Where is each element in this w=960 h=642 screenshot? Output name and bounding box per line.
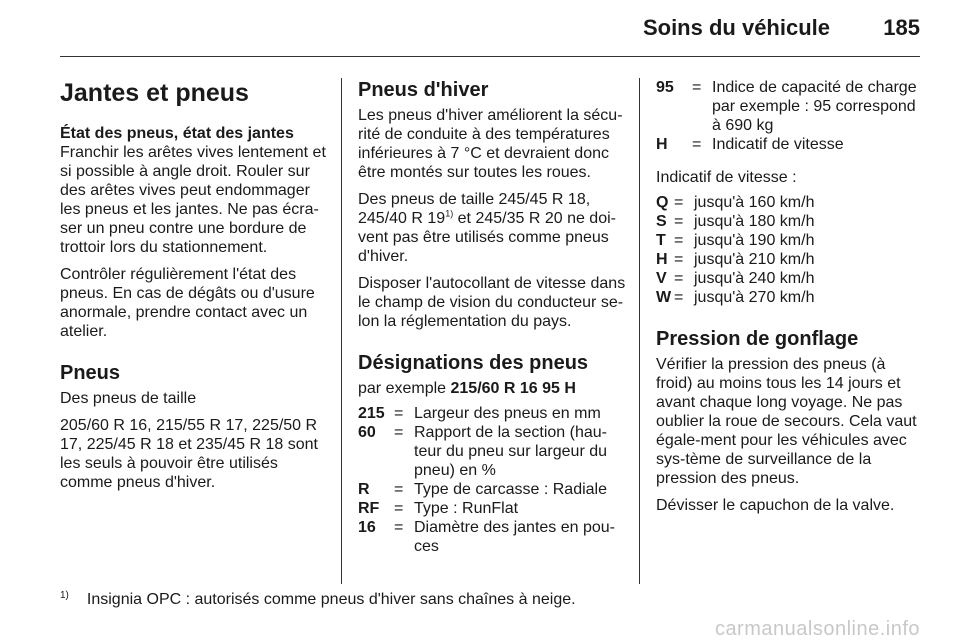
heading-winter-tyres: Pneus d'hiver — [358, 79, 489, 101]
list-item — [656, 231, 924, 250]
section-title: Soins du véhicule — [642, 15, 830, 40]
equals-sign: = — [394, 519, 404, 536]
term: V — [656, 270, 667, 287]
definition: Indicatif de vitesse — [712, 136, 844, 153]
footnote-ref: 1) — [445, 208, 454, 219]
equals-sign: = — [394, 481, 404, 498]
definition: Rapport de la section (hau-teur du pneu sur largeur du pneu) en % — [414, 424, 608, 479]
subheading-tyre-condition: État des pneus, état des jantes — [60, 125, 294, 142]
page-number: 185 — [883, 15, 920, 40]
definition: jusqu'à 190 km/h — [694, 232, 815, 249]
term: H — [656, 251, 668, 268]
paragraph: 205/60 R 16, 215/55 R 17, 225/50 R 17, 225/45 R 18 et 235/45 R 18 sont les seuls à pouvoir être utilisés comme pneus d'hiver. — [60, 417, 318, 491]
column-3 — [656, 78, 924, 523]
paragraph: Vérifier la pression des pneus (à froid) au moins tous les 14 jours et avant chaque long voyage. Ne pas oublier la roue de secours. Cela vaut égale-ment pour les véhicules avec sys-tème de surveillance de la pression des pneus. — [656, 356, 917, 487]
heading-tyres: Pneus — [60, 362, 121, 384]
definition: jusqu'à 240 km/h — [694, 270, 815, 287]
definition: jusqu'à 160 km/h — [694, 194, 815, 211]
paragraph: Des pneus de taille — [60, 390, 197, 407]
footnote-mark: 1) — [60, 590, 69, 601]
equals-sign: = — [674, 270, 684, 287]
header-divider — [60, 56, 920, 57]
text: et 245/35 R 20 ne doi-vent pas être utilisés comme pneus d'hiver. — [358, 210, 616, 265]
heading-tyre-designations: Désignations des pneus — [358, 352, 589, 374]
footnote-text: Insignia OPC : autorisés comme pneus d'hiver sans chaînes à neige. — [86, 591, 576, 608]
chapter-title: Jantes et pneus — [60, 79, 249, 107]
paragraph: Les pneus d'hiver améliorent la sécu-rité de conduite à des températures inférieures à 7 °C et devraient donc être montés sur toutes les roues. — [358, 107, 623, 181]
term: R — [358, 481, 370, 498]
column-divider — [639, 78, 640, 584]
list-item — [358, 499, 626, 518]
list-item — [656, 288, 924, 307]
equals-sign: = — [674, 251, 684, 268]
equals-sign: = — [394, 424, 404, 441]
term: H — [656, 136, 668, 153]
example-value: 215/60 R 16 95 H — [450, 380, 576, 397]
list-item — [656, 269, 924, 288]
term: RF — [358, 500, 380, 517]
term: Q — [656, 194, 669, 211]
example-prefix: par exemple — [358, 380, 451, 397]
equals-sign: = — [674, 232, 684, 249]
list-item — [358, 404, 626, 423]
definition: Indice de capacité de charge par exemple : 95 correspond à 690 kg — [712, 79, 917, 134]
definition: jusqu'à 210 km/h — [694, 251, 815, 268]
definition: Largeur des pneus en mm — [414, 405, 601, 422]
list-item — [358, 480, 626, 499]
text: Des pneus de taille 245/45 R 18, 245/40 R 19 — [358, 191, 591, 227]
definition: Diamètre des jantes en pou-ces — [414, 519, 615, 555]
paragraph: Franchir les arêtes vives lentement et si possible à angle droit. Rouler sur des arêtes vives peut endommager les pneus et les jantes. Ne pas écra-ser un pneu contre une bordure de trottoir lors du stationnement. — [60, 144, 326, 256]
speed-intro: Indicatif de vitesse : — [656, 169, 797, 186]
term: T — [656, 232, 666, 249]
watermark: carmanualsonline.info — [714, 618, 920, 640]
definition: jusqu'à 270 km/h — [694, 289, 815, 306]
footnote — [60, 590, 576, 611]
equals-sign: = — [692, 136, 702, 153]
heading-inflation-pressure: Pression de gonflage — [656, 328, 859, 350]
paragraph: Contrôler régulièrement l'état des pneus. En cas de dégâts ou d'usure anormale, prendre contact avec un atelier. — [60, 266, 315, 340]
list-item — [656, 135, 924, 154]
list-item — [656, 212, 924, 231]
equals-sign: = — [394, 500, 404, 517]
column-2 — [358, 78, 626, 564]
definition: Type de carcasse : Radiale — [414, 481, 607, 498]
designation-list — [358, 404, 626, 556]
list-item — [656, 250, 924, 269]
term: 95 — [656, 79, 674, 96]
equals-sign: = — [674, 194, 684, 211]
equals-sign: = — [692, 79, 702, 96]
term: 16 — [358, 519, 376, 536]
equals-sign: = — [674, 289, 684, 306]
list-item — [358, 423, 626, 480]
example-line — [358, 379, 626, 398]
list-item — [656, 78, 924, 135]
equals-sign: = — [674, 213, 684, 230]
speed-list — [656, 193, 924, 307]
equals-sign: = — [394, 405, 404, 422]
paragraph: Disposer l'autocollant de vitesse dans le champ de vision du conducteur se-lon la réglementation du pays. — [358, 275, 626, 330]
term: W — [656, 289, 672, 306]
term: 60 — [358, 424, 376, 441]
definition: jusqu'à 180 km/h — [694, 213, 815, 230]
column-1 — [60, 78, 328, 500]
designation-list — [656, 78, 924, 154]
column-divider — [341, 78, 342, 584]
definition: Type : RunFlat — [414, 500, 519, 517]
list-item — [358, 518, 626, 556]
term: 215 — [358, 405, 385, 422]
paragraph: Dévisser le capuchon de la valve. — [656, 497, 895, 514]
list-item — [656, 193, 924, 212]
paragraph — [358, 190, 626, 266]
term: S — [656, 213, 667, 230]
